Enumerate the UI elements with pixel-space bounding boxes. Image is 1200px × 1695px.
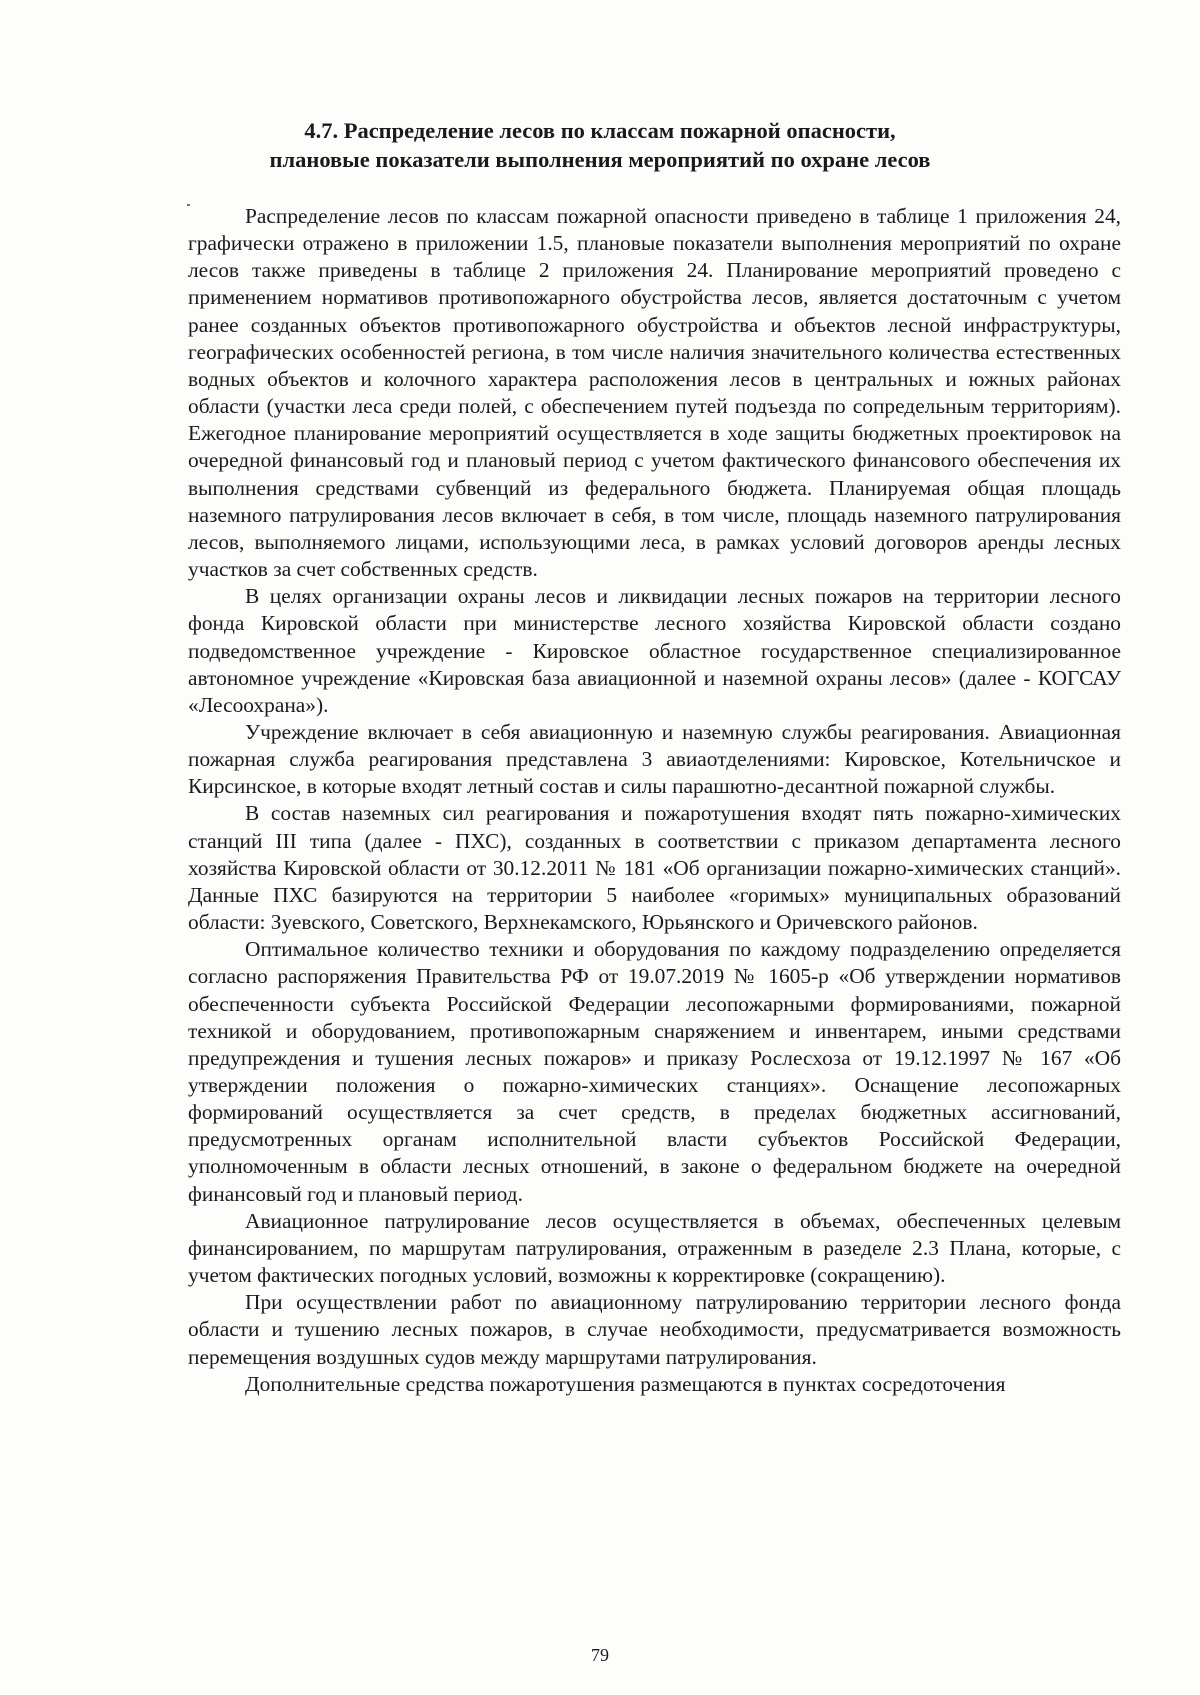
paragraph: Учреждение включает в себя авиационную и наземную службы реагирования. Авиационная пожарная служба реагирования представлена 3 авиаотделениями: Кировское, Котельничское и Кирсинское, в которые входят летный состав и силы парашютно-десантной пожарной службы. <box>188 719 1121 799</box>
paragraph: Оптимальное количество техники и оборудования по каждому подразделению определяется согласно распоряжения Правительства РФ от 19.07.2019 № 1605-р «Об утверждении нормативов обеспеченности субъекта Российской Федерации лесопожарными формированиями, пожарной техникой и оборудованием, противопожарным снаряжением и инвентарем, иными средствами предупреждения и тушения лесных пожаров» и приказу Рослесхоза от 19.12.1997 № 167 «Об утверждении положения о пожарно-химических станциях». Оснащение лесопожарных формирований осуществляется за счет средств, в пределах бюджетных ассигнований, предусмотренных органам исполнительной власти субъектов Российской Федерации, уполномоченным в области лесных отношений, в законе о федеральном бюджете на очередной финансовый год и плановый период. <box>188 937 1121 1206</box>
paragraph: В целях организации охраны лесов и ликвидации лесных пожаров на территории лесного фонда Кировской области при министерстве лесного хозяйства Кировской области создано подведомственное учреждение - Кировское областное государственное специализированное автономное учреждение «Кировская база авиационной и наземной охраны лесов» (далее - КОГСАУ «Лесоохрана»). <box>188 584 1121 717</box>
paragraph-last-line: Дополнительные средства пожаротушения размещаются в пунктах сосредоточения <box>245 1371 1006 1396</box>
paragraph: Распределение лесов по классам пожарной опасности приведено в таблице 1 приложения 24, графически отражено в приложении 1.5, плановые показатели выполнения мероприятий по охране лесов также приведены в таблице 2 приложения 24. Планирование мероприятий проведено с применением нормативов противопожарного обустройства лесов, является достаточным с учетом ранее созданных объектов противопожарного обустройства и объектов лесной инфраструктуры, географических особенностей региона, в том числе наличия значительного количества естественных водных объектов и колочного характера расположения лесов в центральных и южных районах области (участки леса среди полей, с обеспечением путей подъезда по сопредельным территориям). Ежегодное планирование мероприятий осуществляется в ходе защиты бюджетных проектировок на очередной финансовый год и плановый период с учетом фактического финансового обеспечения их выполнения средствами субвенций из федерального бюджета. Планируемая общая площадь наземного патрулирования лесов включает в себя, в том числе, площадь наземного патрулирования лесов, выполняемого лицами, использующими леса, в рамках условий договоров аренды лесных участков за счет собственных средств. <box>188 204 1121 582</box>
heading-line-1: 4.7. Распределение лесов по классам пожарной опасности, <box>304 118 896 143</box>
body-text <box>188 203 1121 1398</box>
section-heading <box>150 116 1050 174</box>
paragraph: В состав наземных сил реагирования и пожаротушения входят пять пожарно-химических станций III типа (далее - ПХС), созданных в соответствии с приказом департамента лесного хозяйства Кировской области от 30.12.2011 № 181 «Об организации пожарно-химических станций». Данные ПХС базируются на территории 5 наиболее «горимых» муниципальных образований области: Зуевского, Советского, Верхнекамского, Юрьянского и Оричевского районов. <box>188 801 1121 935</box>
heading-line-2: плановые показатели выполнения мероприятий по охране лесов <box>269 147 931 172</box>
paragraph: Авиационное патрулирование лесов осуществляется в объемах, обеспеченных целевым финансированием, по маршрутам патрулирования, отраженным в разеделе 2.3 Плана, которые, с учетом фактических погодных условий, возможны к корректировке (сокращению). <box>188 1208 1121 1288</box>
paragraph: При осуществлении работ по авиационному патрулированию территории лесного фонда области и тушению лесных пожаров, в случае необходимости, предусматривается возможность перемещения воздушных судов между маршрутами патрулирования. <box>188 1290 1121 1369</box>
page-number: 79 <box>591 1645 609 1665</box>
